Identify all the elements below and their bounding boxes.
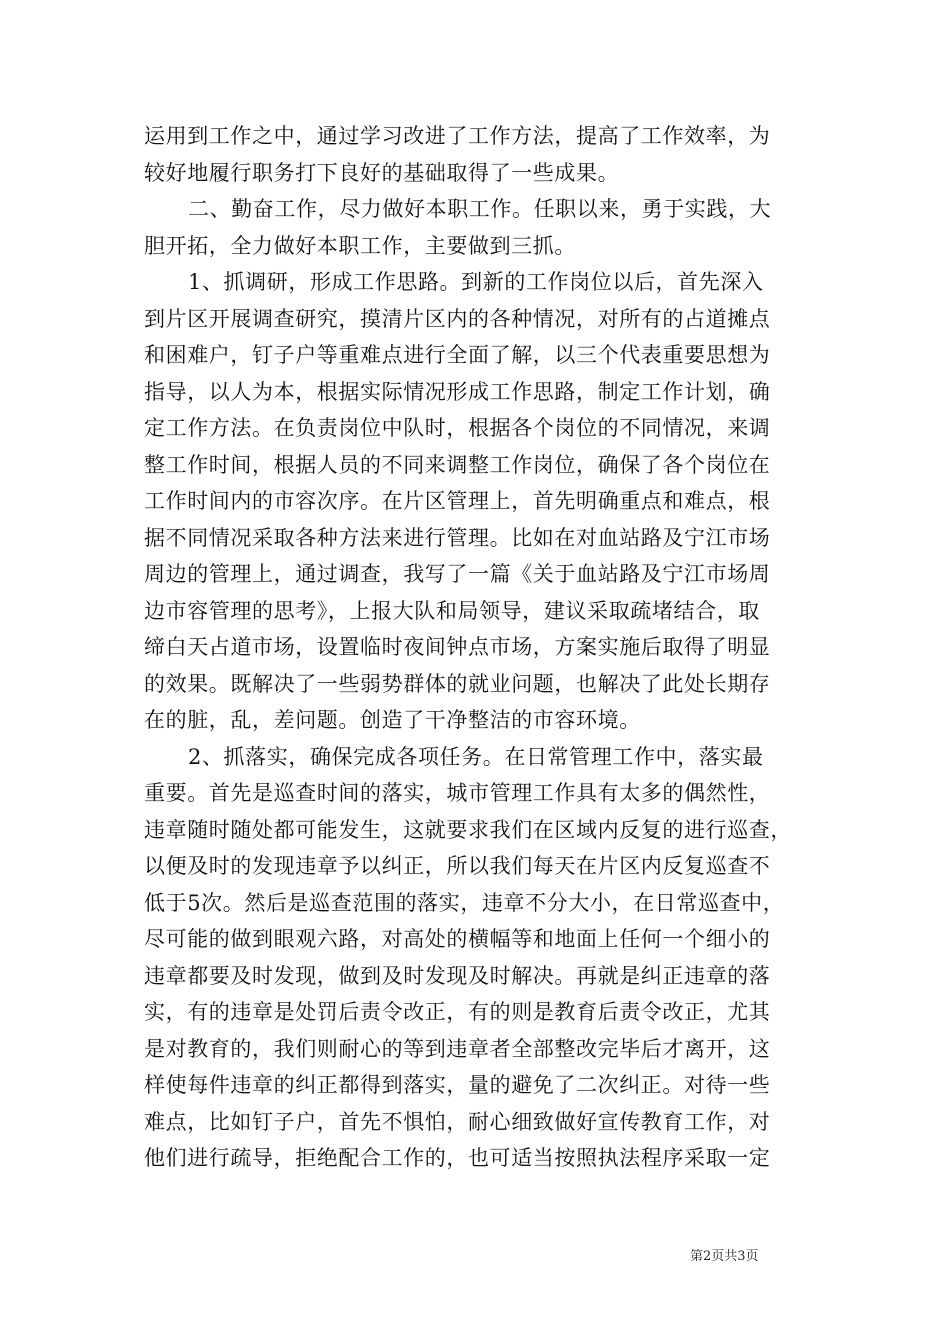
text-line: 是对教育的，我们则耐心的等到违章者全部整改完毕后才离开，这 xyxy=(144,1036,771,1061)
text-line: 违章随时随处都可能发生，这就要求我们在区域内反复的进行巡查， xyxy=(144,817,792,842)
text-line: 据不同情况采取各种方法来进行管理。比如在对血站路及宁江市场 xyxy=(144,525,771,550)
text-line: 到片区开展调查研究，摸清片区内的各种情况，对所有的占道摊点 xyxy=(144,306,771,331)
text-line: 他们进行疏导，拒绝配合工作的，也可适当按照执法程序采取一定 xyxy=(144,1146,771,1170)
text-line: 1、抓调研，形成工作思路。到新的工作岗位以后，首先深入 xyxy=(188,270,764,294)
text-line: 指导，以人为本，根据实际情况形成工作思路，制定工作计划，确 xyxy=(144,379,771,404)
text-line: 实，有的违章是处罚后责令改正，有的则是教育后责令改正，尤其 xyxy=(144,1000,771,1024)
text-line: 定工作方法。在负责岗位中队时，根据各个岗位的不同情况，来调 xyxy=(144,416,771,440)
text-line: 缔白天占道市场，设置临时夜间钟点市场，方案实施后取得了明显 xyxy=(144,635,771,659)
text-line: 和困难户，钉子户等重难点进行全面了解，以三个代表重要思想为 xyxy=(144,343,771,367)
text-line: 样使每件违章的纠正都得到落实，量的避免了二次纠正。对待一些 xyxy=(144,1073,771,1097)
text-line: 二、勤奋工作，尽力做好本职工作。任职以来，勇于实践，大 xyxy=(188,197,772,221)
text-line: 的效果。既解决了一些弱势群体的就业问题，也解决了此处长期存 xyxy=(144,671,771,696)
text-line: 违章都要及时发现，做到及时发现及时解决。再就是纠正违章的落 xyxy=(144,963,771,988)
text-line: 胆开拓，全力做好本职工作，主要做到三抓。 xyxy=(144,233,576,258)
text-line: 尽可能的做到眼观六路，对高处的横幅等和地面上任何一个细小的 xyxy=(144,927,771,951)
text-line: 较好地履行职务打下良好的基础取得了一些成果。 xyxy=(144,160,620,185)
text-line: 在的脏，乱，差问题。创造了干净整洁的市容环境。 xyxy=(144,708,641,732)
text-line: 边市容管理的思考》，上报大队和局领导，建议采取疏堵结合，取 xyxy=(144,598,760,623)
text-line: 整工作时间，根据人员的不同来调整工作岗位，确保了各个岗位在 xyxy=(144,452,771,477)
text-line: 周边的管理上，通过调查，我写了一篇《关于血站路及宁江市场周 xyxy=(144,562,771,586)
text-line: 运用到工作之中，通过学习改进了工作方法，提高了工作效率，为 xyxy=(144,124,771,148)
text-line: 难点，比如钉子户，首先不惧怕，耐心细致做好宣传教育工作，对 xyxy=(144,1109,771,1134)
text-line: 工作时间内的市容次序。在片区管理上，首先明确重点和难点，根 xyxy=(144,489,771,513)
text-line: 以便及时的发现违章予以纠正，所以我们每天在片区内反复巡查不 xyxy=(144,854,771,878)
text-line: 2、抓落实，确保完成各项任务。在日常管理工作中，落实最 xyxy=(188,744,764,769)
text-line: 低于5次。然后是巡查范围的落实，违章不分大小，在日常巡查中， xyxy=(144,890,785,915)
document-body xyxy=(144,118,810,1177)
text-line: 重要。首先是巡查时间的落实，城市管理工作具有太多的偶然性， xyxy=(144,781,771,805)
page-number: 第2页共3页 xyxy=(690,1249,759,1264)
